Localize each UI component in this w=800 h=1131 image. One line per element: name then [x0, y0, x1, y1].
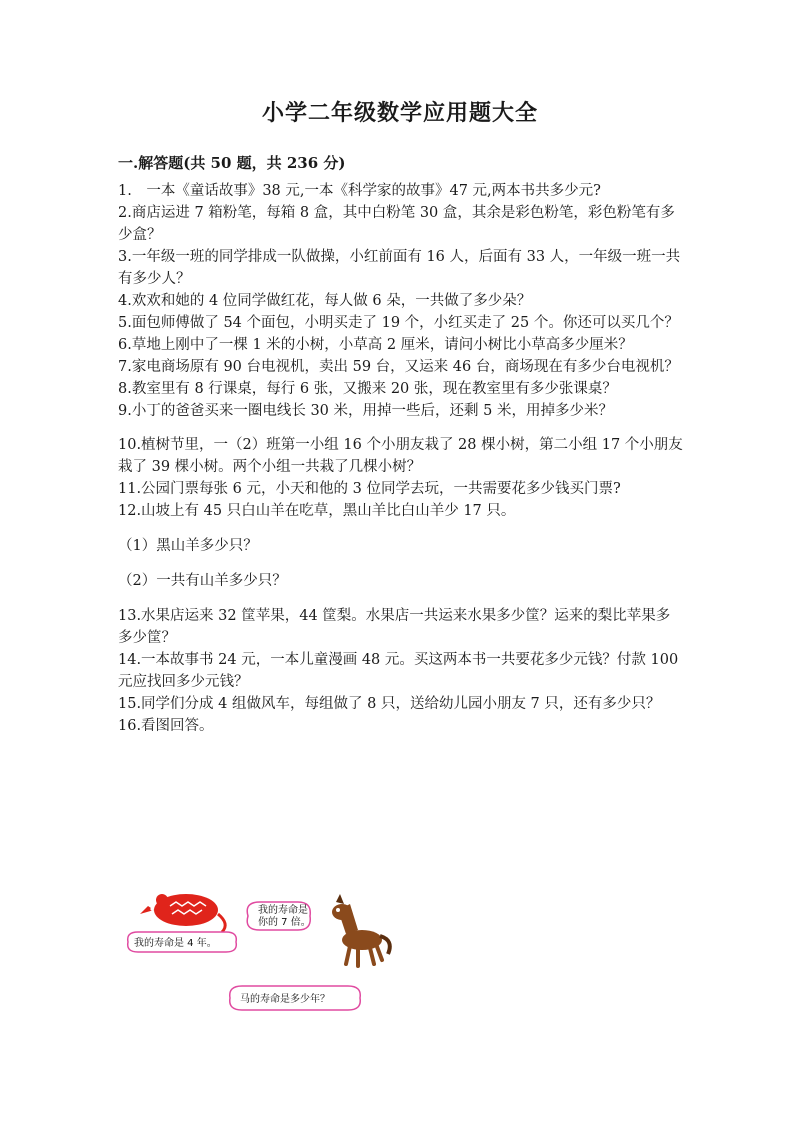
question-11: 11.公园门票每张 6 元，小天和他的 3 位同学去玩，一共需要花多少钱买门票? — [118, 481, 621, 497]
horse-speech-bubble — [247, 902, 311, 930]
question-2: 2.商店运进 7 箱粉笔，每箱 8 盒，其中白粉笔 30 盒，其余是彩色粉笔，彩色粉笔有多少盒？ — [118, 205, 675, 243]
question-14: 14.一本故事书 24 元，一本儿童漫画 48 元。买这两本书一共要花多少元钱？付款 100 元应找回多少元钱？ — [118, 652, 679, 690]
question-12-part-1: （1）黑山羊多少只？ — [118, 538, 258, 554]
question-16-figure — [118, 880, 418, 1020]
question-13: 13.水果店运来 32 筐苹果，44 筐梨。水果店一共运来水果多少筐？运来的梨比苹果多多少筐？ — [118, 608, 671, 646]
question-speech-bubble — [230, 986, 361, 1010]
question-3: 3.一年级一班的同学排成一队做操，小红前面有 16 人，后面有 33 人，一年级一班一共有多少人？ — [118, 249, 681, 287]
question-12: 12.山坡上有 45 只白山羊在吃草，黑山羊比白山羊少 17 只。 — [118, 503, 516, 519]
figure-svg — [118, 880, 418, 1020]
question-list — [118, 180, 684, 737]
horse-icon — [332, 894, 390, 966]
question-speech-text: 马的寿命是多少年？ — [240, 994, 330, 1005]
question-6: 6.草地上刚中了一棵 1 米的小树，小草高 2 厘米，请问小树比小草高多少厘米？ — [118, 337, 633, 353]
section-heading: 一.解答题(共 50 题，共 236 分) — [118, 154, 346, 172]
question-16: 16.看图回答。 — [118, 718, 214, 734]
horse-speech-line-2: 你的 7 倍。 — [258, 917, 311, 928]
question-12-part-2: （2）一共有山羊多少只？ — [118, 573, 287, 589]
question-8: 8.教室里有 8 行课桌，每行 6 张，又搬来 20 张，现在教室里有多少张课桌？ — [118, 381, 617, 397]
horse-speech-line-1: 我的寿命是 — [258, 905, 308, 916]
question-1: 1. 一本《童话故事》38 元,一本《科学家的故事》47 元,两本书共多少元? — [118, 183, 601, 199]
mouse-icon — [140, 894, 225, 932]
page-title: 小学二年级数学应用题大全 — [261, 100, 538, 126]
question-15: 15.同学们分成 4 组做风车，每组做了 8 只，送给幼儿园小朋友 7 只，还有多少只？ — [118, 696, 661, 712]
question-9: 9.小丁的爸爸买来一圈电线长 30 米，用掉一些后，还剩 5 米，用掉多少米？ — [118, 403, 613, 419]
mouse-speech-bubble — [128, 932, 237, 952]
mouse-speech-text: 我的寿命是 4 年。 — [134, 938, 217, 949]
question-4: 4.欢欢和她的 4 位同学做红花，每人做 6 朵，一共做了多少朵？ — [118, 293, 532, 309]
question-5: 5.面包师傅做了 54 个面包，小明买走了 19 个，小红买走了 25 个。你还可以买几个？ — [118, 315, 679, 331]
question-10: 10.植树节里，一（2）班第一小组 16 个小朋友栽了 28 棵小树，第二小组 17 个小朋友栽了 39 棵小树。两个小组一共栽了几棵小树？ — [118, 437, 683, 475]
question-7: 7.家电商场原有 90 台电视机，卖出 59 台，又运来 46 台，商场现在有多少台电视机？ — [118, 359, 679, 375]
